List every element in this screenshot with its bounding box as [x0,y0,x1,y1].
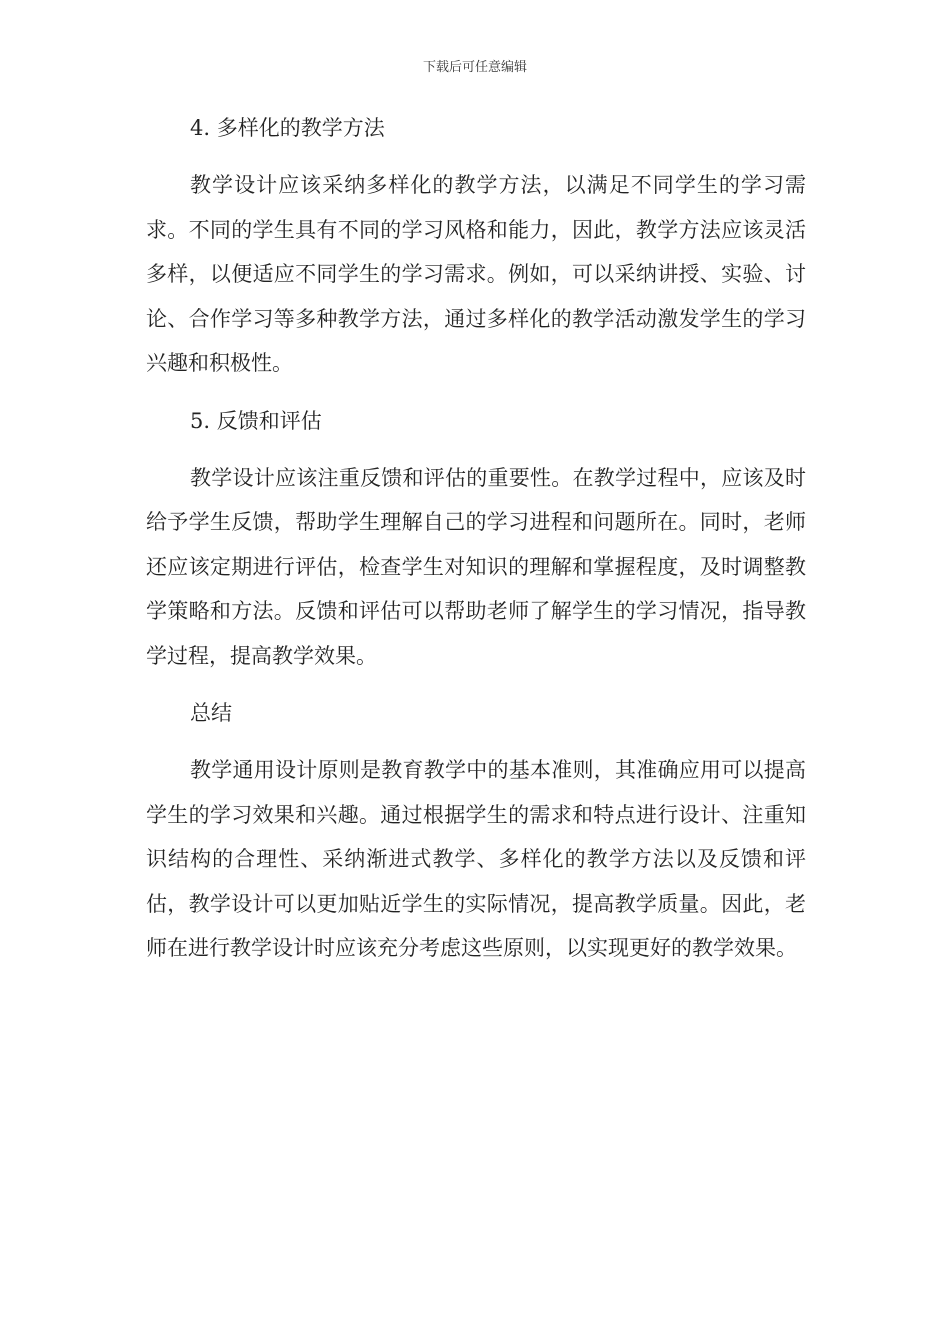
section-paragraph-methods: 教学设计应该采纳多样化的教学方法，以满足不同学生的学习需求。不同的学生具有不同的学习风格和能力，因此，教学方法应该灵活多样，以便适应不同学生的学习需求。例如，可以采纳讲授、实验、讨论、合作学习等多种教学方法，通过多样化的教学活动激发学生的学习兴趣和积极性。 [146,173,806,376]
section-paragraph-feedback: 教学设计应该注重反馈和评估的重要性。在教学过程中，应该及时给予学生反馈，帮助学生理解自己的学习进程和问题所在。同时，老师还应该定期进行评估，检查学生对知识的理解和掌握程度，及时调整教学策略和方法。反馈和评估可以帮助老师了解学生的学习情况，指导教学过程，提高教学效果。 [146,465,806,668]
page-header: 下载后可任意编辑 [422,60,527,75]
document-body [146,106,806,984]
section-heading-summary: 总结 [190,701,232,726]
section-heading-feedback: 5. 反馈和评估 [190,408,322,433]
section-heading-methods: 4. 多样化的教学方法 [190,116,385,140]
section-paragraph-summary: 教学通用设计原则是教育教学中的基本准则，其准确应用可以提高学生的学习效果和兴趣。通过根据学生的需求和特点进行设计、注重知识结构的合理性、采纳渐进式教学、多样化的教学方法以及反馈和评估，教学设计可以更加贴近学生的实际情况，提高教学质量。因此，老师在进行教学设计时应该充分考虑这些原则，以实现更好的教学效果。 [146,758,806,961]
